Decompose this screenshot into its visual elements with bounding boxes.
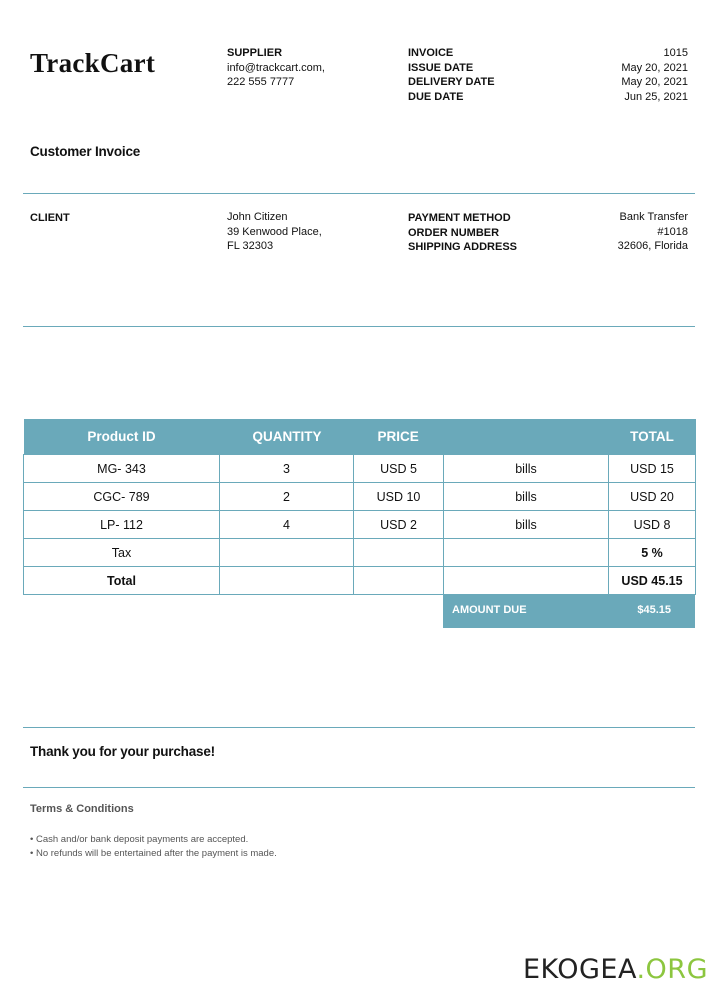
column-header-empty <box>444 419 609 455</box>
amount-due-value: $45.15 <box>637 604 671 616</box>
client-name: John Citizen <box>227 211 288 223</box>
invoice-values <box>528 46 688 104</box>
shipping-address-label: SHIPPING ADDRESS <box>408 241 518 253</box>
client-address-line2: FL 32303 <box>227 240 274 252</box>
amount-due-label: AMOUNT DUE <box>452 604 527 616</box>
column-header-total: TOTAL <box>609 419 696 455</box>
items-table <box>23 419 696 595</box>
payment-method-value: Bank Transfer <box>619 211 688 223</box>
supplier-email: info@trackcart.com, <box>227 61 325 74</box>
total-row <box>24 567 696 595</box>
table-cell: USD 8 <box>609 511 696 539</box>
divider <box>23 787 695 788</box>
table-row <box>24 455 696 483</box>
table-cell <box>220 539 354 567</box>
brand-logo: TrackCart <box>30 48 156 78</box>
client-block <box>227 210 322 254</box>
table-cell: bills <box>444 483 609 511</box>
table-cell <box>444 539 609 567</box>
due-date-value: Jun 25, 2021 <box>624 90 688 103</box>
table-cell: USD 45.15 <box>609 567 696 595</box>
terms-item: • No refunds will be entertained after the payment is made. <box>30 848 277 859</box>
table-cell: 4 <box>220 511 354 539</box>
table-cell <box>354 539 444 567</box>
divider <box>23 727 695 728</box>
table-cell: MG- 343 <box>24 455 220 483</box>
amount-due-box <box>443 594 695 628</box>
tax-row <box>24 539 696 567</box>
table-cell: USD 2 <box>354 511 444 539</box>
column-header-product-id: Product ID <box>24 419 220 455</box>
issue-date-label: ISSUE DATE <box>408 61 474 74</box>
issue-date-value: May 20, 2021 <box>621 61 688 74</box>
divider <box>23 326 695 327</box>
table-cell <box>444 567 609 595</box>
table-cell: bills <box>444 511 609 539</box>
invoice-number-label: INVOICE <box>408 47 454 59</box>
terms-title: Terms & Conditions <box>30 803 134 815</box>
shipping-address-value: 32606, Florida <box>617 240 688 252</box>
table-cell: bills <box>444 455 609 483</box>
client-address-line1: 39 Kenwood Place, <box>227 225 322 238</box>
due-date-label: DUE DATE <box>408 90 464 103</box>
table-row <box>24 483 696 511</box>
table-cell: 2 <box>220 483 354 511</box>
table-cell: USD 15 <box>609 455 696 483</box>
watermark-logo <box>523 954 708 985</box>
invoice-number-value: 1015 <box>663 47 688 59</box>
watermark-text-main: EKOGEA <box>522 954 637 985</box>
terms-item: • Cash and/or bank deposit payments are accepted. <box>30 834 249 845</box>
order-number-label: ORDER NUMBER <box>408 226 500 239</box>
column-header-price: PRICE <box>354 419 444 455</box>
client-label: CLIENT <box>30 212 70 224</box>
table-cell: Total <box>24 567 220 595</box>
table-cell: 3 <box>220 455 354 483</box>
delivery-date-label: DELIVERY DATE <box>408 76 495 88</box>
payment-method-label: PAYMENT METHOD <box>408 212 511 224</box>
terms-list <box>30 833 277 861</box>
table-cell: Tax <box>24 539 220 567</box>
table-cell: USD 10 <box>354 483 444 511</box>
order-number-value: #1018 <box>657 225 688 238</box>
supplier-phone: 222 555 7777 <box>227 76 295 88</box>
table-header-row <box>24 419 696 455</box>
table-cell <box>354 567 444 595</box>
payment-values <box>528 210 688 254</box>
watermark-text-suffix: .ORG <box>636 954 708 985</box>
column-header-quantity: QUANTITY <box>220 419 354 455</box>
table-cell: USD 5 <box>354 455 444 483</box>
invoice-labels <box>408 46 495 104</box>
document-title: Customer Invoice <box>30 144 141 159</box>
table-cell: CGC- 789 <box>24 483 220 511</box>
thank-you-message: Thank you for your purchase! <box>30 744 215 759</box>
table-cell: LP- 112 <box>24 511 220 539</box>
table-cell <box>220 567 354 595</box>
payment-labels <box>408 211 517 255</box>
table-cell: USD 20 <box>609 483 696 511</box>
table-cell: 5 % <box>609 539 696 567</box>
table-row <box>24 511 696 539</box>
supplier-label: SUPPLIER <box>227 47 283 59</box>
divider <box>23 193 695 194</box>
delivery-date-value: May 20, 2021 <box>621 76 688 88</box>
supplier-block <box>227 46 325 90</box>
